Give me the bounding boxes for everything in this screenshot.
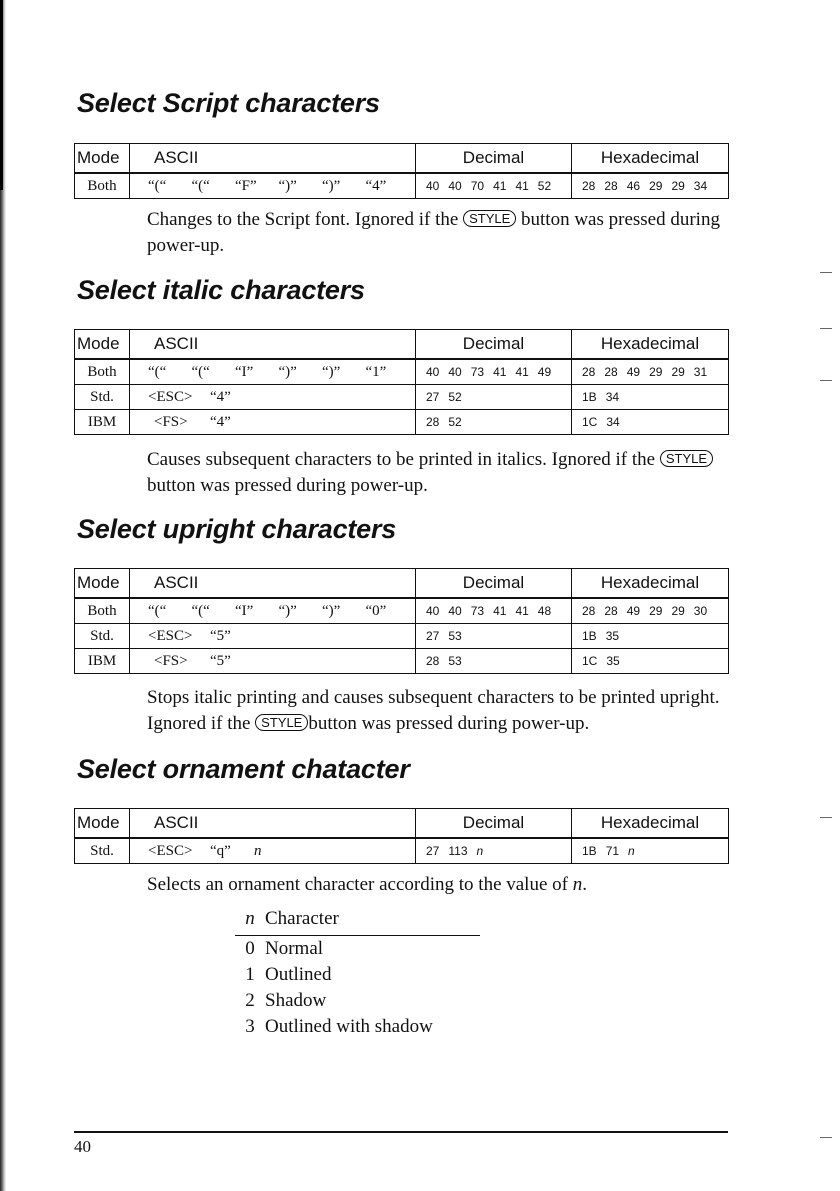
list-item bbox=[235, 936, 480, 962]
table-row bbox=[75, 410, 729, 435]
decimal-cell bbox=[416, 173, 572, 199]
decimal-value: 52 bbox=[448, 390, 462, 404]
ascii-token: “(“ bbox=[191, 602, 210, 619]
ascii-token: “0” bbox=[365, 602, 387, 619]
decimal-value: 53 bbox=[448, 629, 462, 643]
hex-value: 71 bbox=[605, 844, 620, 858]
header-hex: Hexadecimal bbox=[572, 330, 729, 360]
decimal-value: 27 bbox=[426, 390, 440, 404]
header-hex: Hexadecimal bbox=[572, 569, 729, 599]
ascii-cell bbox=[130, 359, 416, 385]
ascii-token: “q” bbox=[210, 842, 231, 859]
ascii-cell bbox=[130, 624, 416, 649]
ascii-param: n bbox=[254, 842, 262, 859]
decimal-value: 28 bbox=[426, 415, 440, 429]
decimal-value: 41 bbox=[515, 179, 529, 193]
character-value: Shadow bbox=[265, 990, 327, 1011]
hex-value: 29 bbox=[649, 179, 663, 193]
style-key-icon: STYLE bbox=[255, 714, 308, 731]
hex-value: 28 bbox=[582, 179, 596, 193]
hex-cell bbox=[572, 624, 729, 649]
hex-value: 34 bbox=[606, 415, 620, 429]
desc-text: Changes to the Script font. Ignored if the bbox=[147, 209, 464, 230]
hex-value: 1C bbox=[582, 654, 598, 668]
hex-value: 1B bbox=[582, 390, 597, 404]
hex-value: 28 bbox=[582, 365, 596, 379]
section-title-italic: Select italic characters bbox=[77, 275, 365, 305]
ascii-token: “)” bbox=[278, 177, 297, 194]
mode-cell: Std. bbox=[75, 385, 130, 410]
ascii-cell bbox=[130, 649, 416, 674]
ascii-token: <ESC> bbox=[148, 388, 193, 405]
section-title-upright: Select upright characters bbox=[77, 514, 397, 544]
mode-cell: IBM bbox=[75, 410, 130, 435]
header-decimal: Decimal bbox=[416, 569, 572, 599]
margin-mark bbox=[820, 817, 832, 818]
ascii-token: “)” bbox=[322, 602, 341, 619]
hex-param: n bbox=[628, 844, 635, 858]
desc-text: button was pressed during power-up. bbox=[147, 475, 428, 496]
section-description bbox=[147, 207, 729, 259]
decimal-cell bbox=[416, 385, 572, 410]
ascii-token: “1” bbox=[365, 363, 387, 380]
n-value: 2 bbox=[245, 990, 255, 1011]
decimal-cell bbox=[416, 838, 572, 864]
ascii-token: “(“ bbox=[191, 177, 210, 194]
hex-value: 29 bbox=[649, 604, 663, 618]
header-hex: Hexadecimal bbox=[572, 144, 729, 174]
header-decimal: Decimal bbox=[416, 330, 572, 360]
ascii-token: “(“ bbox=[148, 177, 167, 194]
page-binding-mark bbox=[0, 0, 3, 190]
header-ascii: ASCII bbox=[130, 809, 416, 839]
desc-text: Causes subsequent characters to be printed in italics. Ignored if the bbox=[147, 449, 660, 470]
hex-value: 28 bbox=[582, 604, 596, 618]
ascii-cell bbox=[130, 838, 416, 864]
decimal-value: 73 bbox=[470, 604, 485, 618]
header-mode: Mode bbox=[75, 809, 130, 839]
decimal-value: 41 bbox=[493, 604, 507, 618]
decimal-value: 53 bbox=[448, 654, 462, 668]
decimal-value: 40 bbox=[426, 179, 440, 193]
ascii-token: “4” bbox=[365, 177, 387, 194]
hex-cell bbox=[572, 598, 729, 624]
ascii-token: “(“ bbox=[191, 363, 210, 380]
ornament-table-header bbox=[235, 908, 480, 936]
n-value: 3 bbox=[245, 1016, 255, 1037]
character-value: Outlined with shadow bbox=[265, 1016, 433, 1037]
hex-value: 29 bbox=[649, 365, 663, 379]
style-key-icon: STYLE bbox=[463, 210, 516, 227]
header-decimal: Decimal bbox=[416, 809, 572, 839]
mode-cell: Std. bbox=[75, 838, 130, 864]
hex-value: 31 bbox=[693, 365, 708, 379]
ascii-token: “F” bbox=[235, 177, 257, 194]
decimal-param: n bbox=[476, 844, 484, 858]
decimal-value: 40 bbox=[448, 365, 462, 379]
ascii-token: “5” bbox=[210, 652, 231, 669]
hex-value: 46 bbox=[626, 179, 641, 193]
hex-cell bbox=[572, 838, 729, 864]
table-row bbox=[75, 624, 729, 649]
decimal-value: 27 bbox=[426, 844, 440, 858]
section-description bbox=[147, 685, 729, 737]
ascii-token: “4” bbox=[210, 388, 231, 405]
mode-cell: Both bbox=[75, 598, 130, 624]
ascii-token: “)” bbox=[278, 602, 297, 619]
hex-value: 28 bbox=[604, 604, 618, 618]
ascii-token: “4” bbox=[210, 413, 231, 430]
hex-value: 49 bbox=[626, 604, 641, 618]
decimal-value: 41 bbox=[515, 604, 529, 618]
header-ascii: ASCII bbox=[130, 144, 416, 174]
hex-value: 29 bbox=[671, 604, 685, 618]
hex-value: 1C bbox=[582, 415, 598, 429]
ascii-token: “)” bbox=[278, 363, 297, 380]
character-value: Outlined bbox=[265, 964, 332, 985]
ascii-token: “I” bbox=[235, 602, 254, 619]
mode-cell: Both bbox=[75, 173, 130, 199]
margin-mark bbox=[820, 1137, 832, 1138]
n-value: 1 bbox=[245, 964, 255, 985]
desc-param: n bbox=[572, 874, 583, 895]
style-key-icon: STYLE bbox=[660, 450, 713, 467]
desc-text: button was pressed during power-up. bbox=[147, 209, 720, 256]
ascii-token: <FS> bbox=[154, 652, 188, 669]
table-row bbox=[75, 838, 729, 864]
ascii-cell bbox=[130, 385, 416, 410]
mode-cell: IBM bbox=[75, 649, 130, 674]
margin-mark bbox=[820, 272, 832, 273]
command-table-ornament bbox=[74, 808, 729, 864]
section-description bbox=[147, 447, 729, 499]
ascii-token: “I” bbox=[235, 363, 254, 380]
command-table-italic bbox=[74, 329, 729, 435]
page-number: 40 bbox=[74, 1137, 91, 1156]
ascii-token: “)” bbox=[322, 177, 341, 194]
header-decimal: Decimal bbox=[416, 144, 572, 174]
table-row bbox=[75, 385, 729, 410]
ascii-token: <ESC> bbox=[148, 842, 193, 859]
ascii-cell bbox=[130, 173, 416, 199]
hex-value: 34 bbox=[605, 390, 620, 404]
decimal-value: 41 bbox=[493, 365, 507, 379]
decimal-value: 40 bbox=[426, 604, 440, 618]
ascii-cell bbox=[130, 598, 416, 624]
hex-value: 1B bbox=[582, 844, 597, 858]
hex-value: 28 bbox=[604, 179, 618, 193]
decimal-value: 27 bbox=[426, 629, 440, 643]
command-table-upright bbox=[74, 568, 729, 674]
decimal-cell bbox=[416, 410, 572, 435]
mode-cell: Both bbox=[75, 359, 130, 385]
hex-value: 29 bbox=[671, 179, 685, 193]
hex-value: 29 bbox=[671, 365, 685, 379]
decimal-value: 41 bbox=[515, 365, 529, 379]
hex-value: 1B bbox=[582, 629, 597, 643]
margin-mark bbox=[820, 328, 832, 329]
decimal-cell bbox=[416, 624, 572, 649]
ascii-token: “(“ bbox=[148, 363, 167, 380]
decimal-value: 40 bbox=[448, 604, 462, 618]
header-mode: Mode bbox=[75, 330, 130, 360]
decimal-value: 113 bbox=[448, 844, 468, 858]
ascii-token: “(“ bbox=[148, 602, 167, 619]
section-title-script: Select Script characters bbox=[77, 88, 380, 118]
table-row bbox=[75, 359, 729, 385]
table-row bbox=[75, 649, 729, 674]
character-value: Normal bbox=[265, 938, 324, 959]
footer-rule bbox=[74, 1131, 728, 1133]
ascii-token: <FS> bbox=[154, 413, 188, 430]
decimal-value: 49 bbox=[537, 365, 552, 379]
header-mode: Mode bbox=[75, 144, 130, 174]
decimal-value: 73 bbox=[470, 365, 485, 379]
hex-value: 28 bbox=[604, 365, 618, 379]
margin-mark bbox=[820, 380, 832, 381]
desc-text: Stops italic printing and causes subsequent characters to be printed upright. Ignored if the bbox=[147, 687, 720, 734]
hex-value: 34 bbox=[693, 179, 708, 193]
table-row bbox=[75, 598, 729, 624]
hex-cell bbox=[572, 649, 729, 674]
ascii-token: <ESC> bbox=[148, 627, 193, 644]
table-row bbox=[75, 173, 729, 199]
hex-value: 35 bbox=[606, 654, 620, 668]
ascii-cell bbox=[130, 410, 416, 435]
header-n: n bbox=[245, 908, 255, 929]
list-item bbox=[235, 988, 480, 1014]
mode-cell: Std. bbox=[75, 624, 130, 649]
decimal-cell bbox=[416, 598, 572, 624]
decimal-cell bbox=[416, 649, 572, 674]
hex-value: 35 bbox=[605, 629, 620, 643]
header-ascii: ASCII bbox=[130, 330, 416, 360]
decimal-value: 70 bbox=[470, 179, 485, 193]
header-ascii: ASCII bbox=[130, 569, 416, 599]
ascii-token: “5” bbox=[210, 627, 231, 644]
command-table-script bbox=[74, 143, 729, 199]
header-hex: Hexadecimal bbox=[572, 809, 729, 839]
header-character: Character bbox=[265, 908, 339, 929]
decimal-value: 52 bbox=[448, 415, 462, 429]
hex-cell bbox=[572, 173, 729, 199]
header-mode: Mode bbox=[75, 569, 130, 599]
hex-value: 49 bbox=[626, 365, 641, 379]
desc-text: . bbox=[582, 874, 587, 895]
list-item bbox=[235, 1014, 480, 1040]
section-description bbox=[147, 872, 729, 898]
decimal-value: 48 bbox=[537, 604, 552, 618]
hex-cell bbox=[572, 385, 729, 410]
desc-text: button was pressed during power-up. bbox=[308, 713, 590, 734]
decimal-cell bbox=[416, 359, 572, 385]
section-title-ornament: Select ornament chatacter bbox=[77, 754, 410, 784]
decimal-value: 41 bbox=[493, 179, 507, 193]
list-item bbox=[235, 962, 480, 988]
hex-cell bbox=[572, 410, 729, 435]
decimal-value: 52 bbox=[537, 179, 552, 193]
hex-value: 30 bbox=[693, 604, 708, 618]
decimal-value: 40 bbox=[448, 179, 462, 193]
decimal-value: 40 bbox=[426, 365, 440, 379]
ornament-value-table bbox=[235, 908, 480, 1040]
ascii-token: “)” bbox=[322, 363, 341, 380]
decimal-value: 28 bbox=[426, 654, 440, 668]
hex-cell bbox=[572, 359, 729, 385]
desc-text: Selects an ornament character according to the value of bbox=[147, 874, 573, 895]
n-value: 0 bbox=[245, 938, 255, 959]
